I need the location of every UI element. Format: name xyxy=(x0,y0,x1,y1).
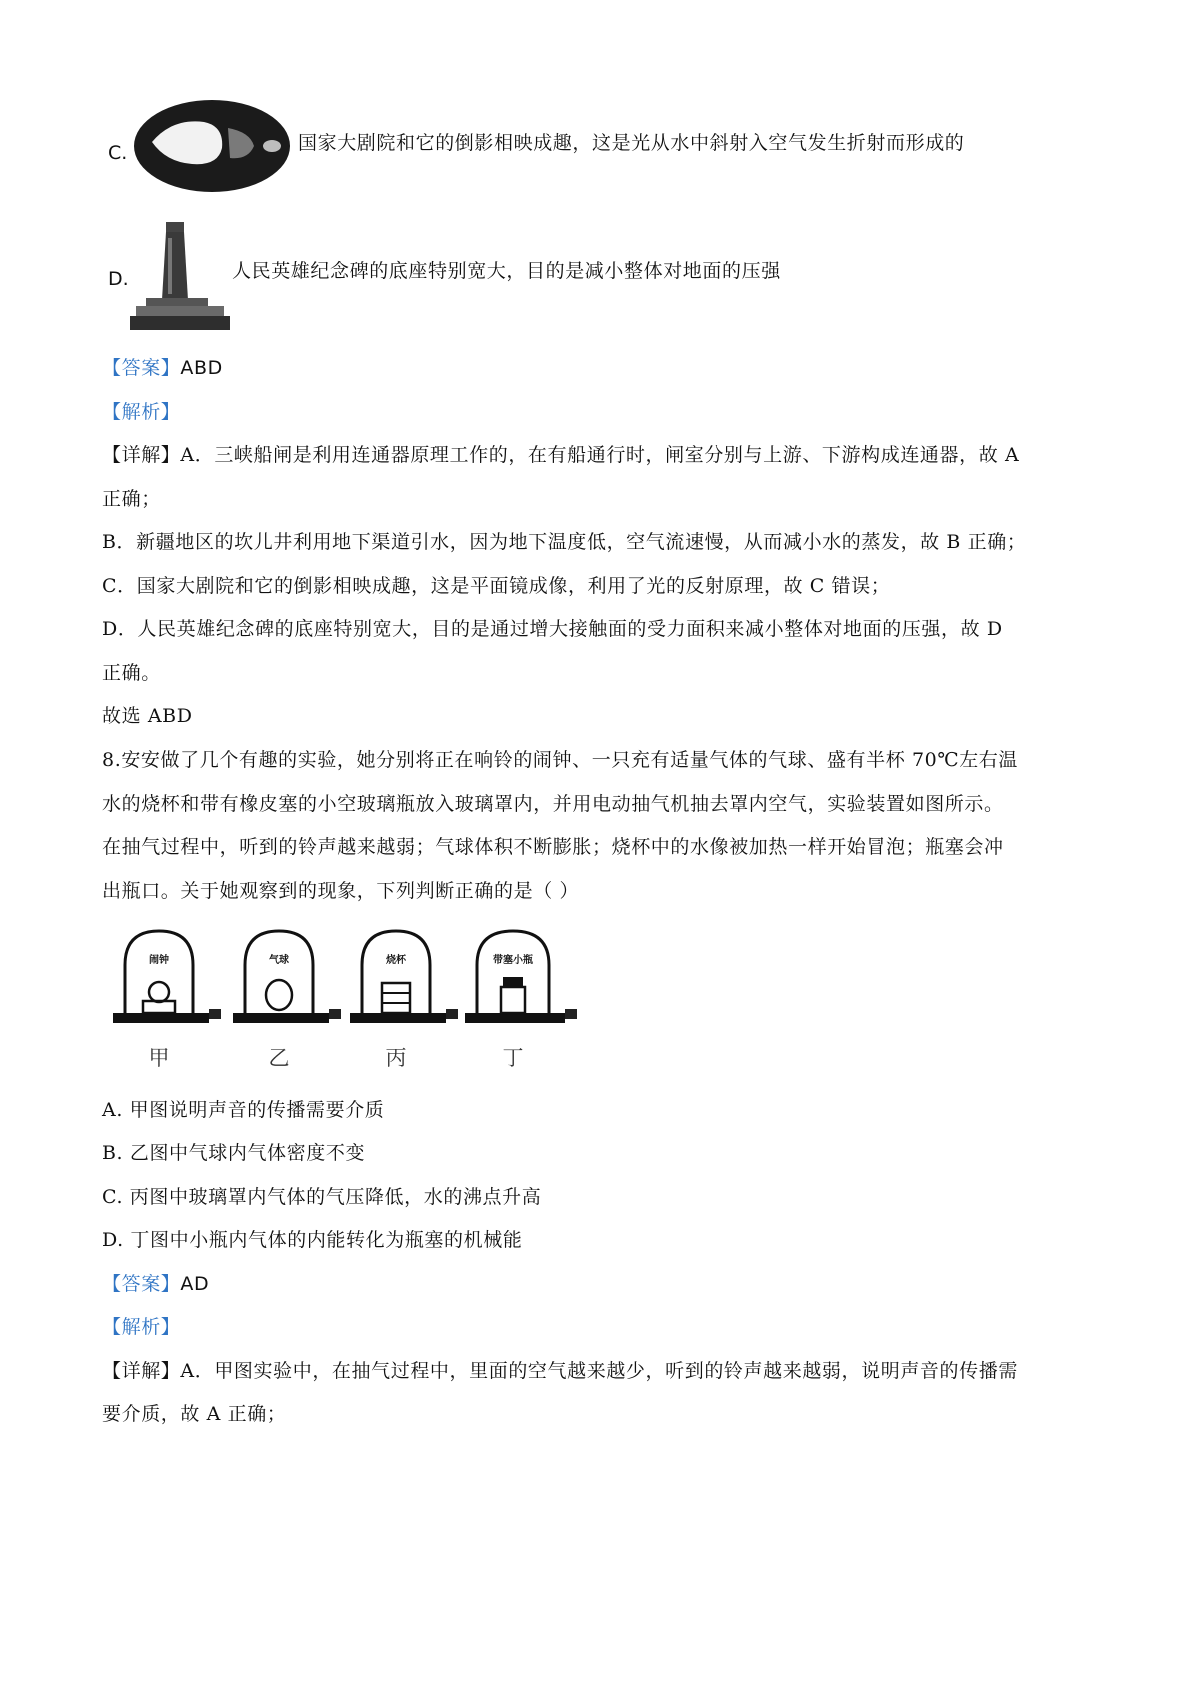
jar-yi-caption: 乙 xyxy=(268,1046,290,1070)
bell-jar-stoppered-bottle-icon xyxy=(465,925,580,1030)
jar-bing xyxy=(350,925,450,1075)
option-c-text: 国家大剧院和它的倒影相映成趣，这是光从水中斜射入空气发生折射而形成的 xyxy=(298,132,965,154)
answer-label: 【答案】 xyxy=(102,357,181,379)
q7-detail-a-line1 xyxy=(102,443,1019,467)
monument-photo-icon xyxy=(130,218,230,332)
bell-jar-balloon-icon xyxy=(233,925,343,1030)
bell-jar-beaker-icon xyxy=(350,925,460,1030)
q8-detail-line2: 要介质，故 A 正确； xyxy=(102,1403,287,1425)
jar-yi xyxy=(233,925,333,1075)
answer-value: ABD xyxy=(180,357,223,379)
jar-jia-caption: 甲 xyxy=(148,1046,170,1070)
jar-jia-label: 闹钟 xyxy=(149,955,169,966)
q8-stem-line1: 8.安安做了几个有趣的实验，她分别将正在响铃的闹钟、一只充有适量气体的气球、盛有半杯 70℃左右温 xyxy=(102,749,1019,771)
q7-detail-b: B．新疆地区的坎儿井利用地下渠道引水，因为地下温度低，空气流速慢，从而减小水的蒸发，故 B 正确； xyxy=(102,531,1027,553)
q8-stem-line3: 在抽气过程中，听到的铃声越来越弱；气球体积不断膨胀；烧杯中的水像被加热一样开始冒泡；瓶塞会冲 xyxy=(102,836,1004,858)
detail-label: 【详解】 xyxy=(102,1360,181,1382)
jar-ding xyxy=(465,925,575,1075)
jar-ding-caption: 丁 xyxy=(502,1046,524,1070)
option-d-letter: D. xyxy=(108,268,129,290)
detail-text: A．甲图实验中，在抽气过程中，里面的空气越来越少，听到的铃声越来越弱，说明声音的传播需 xyxy=(180,1360,1018,1382)
q7-conclusion: 故选 ABD xyxy=(102,705,193,727)
jar-jia xyxy=(113,925,213,1075)
q8-option-a: A. 甲图说明声音的传播需要介质 xyxy=(102,1099,385,1121)
q8-analysis-label: 【解析】 xyxy=(102,1316,181,1338)
bell-jar-alarm-clock-icon xyxy=(113,925,223,1030)
q8-stem-line2: 水的烧杯和带有橡皮塞的小空玻璃瓶放入玻璃罩内，并用电动抽气机抽去罩内空气，实验装置如图所示。 xyxy=(102,793,1004,815)
jar-yi-label: 气球 xyxy=(269,955,289,966)
option-d-text: 人民英雄纪念碑的底座特别宽大，目的是减小整体对地面的压强 xyxy=(232,260,781,282)
q7-detail-c: C．国家大剧院和它的倒影相映成趣，这是平面镜成像，利用了光的反射原理，故 C 错误； xyxy=(102,575,891,597)
q8-option-d: D. 丁图中小瓶内气体的内能转化为瓶塞的机械能 xyxy=(102,1229,523,1251)
answer-value: AD xyxy=(180,1273,210,1295)
option-c-letter: C. xyxy=(108,142,128,164)
jar-bing-caption: 丙 xyxy=(385,1046,407,1070)
jar-ding-label: 带塞小瓶 xyxy=(493,955,533,966)
q7-detail-a-line2: 正确； xyxy=(102,488,161,510)
detail-a-text: A．三峡船闸是利用连通器原理工作的，在有船通行时，闸室分别与上游、下游构成连通器，故 A xyxy=(180,444,1020,466)
q7-analysis-label: 【解析】 xyxy=(102,401,181,423)
q8-option-b: B. 乙图中气球内气体密度不变 xyxy=(102,1142,366,1164)
q7-detail-d-line2: 正确。 xyxy=(102,662,161,684)
q8-detail-line1 xyxy=(102,1359,1018,1383)
q8-stem-line4: 出瓶口。关于她观察到的现象，下列判断正确的是（ ） xyxy=(102,880,580,902)
q8-answer xyxy=(102,1272,209,1296)
q7-answer xyxy=(102,356,223,380)
detail-label: 【详解】 xyxy=(102,444,181,466)
q8-figure xyxy=(105,925,585,1075)
jar-bing-label: 烧杯 xyxy=(386,955,406,966)
theater-reflection-photo-icon xyxy=(132,96,292,196)
q8-option-c: C. 丙图中玻璃罩内气体的气压降低，水的沸点升高 xyxy=(102,1186,542,1208)
q7-detail-d-line1: D．人民英雄纪念碑的底座特别宽大，目的是通过增大接触面的受力面积来减小整体对地面的压强，故 D xyxy=(102,618,1003,640)
answer-label: 【答案】 xyxy=(102,1273,181,1295)
